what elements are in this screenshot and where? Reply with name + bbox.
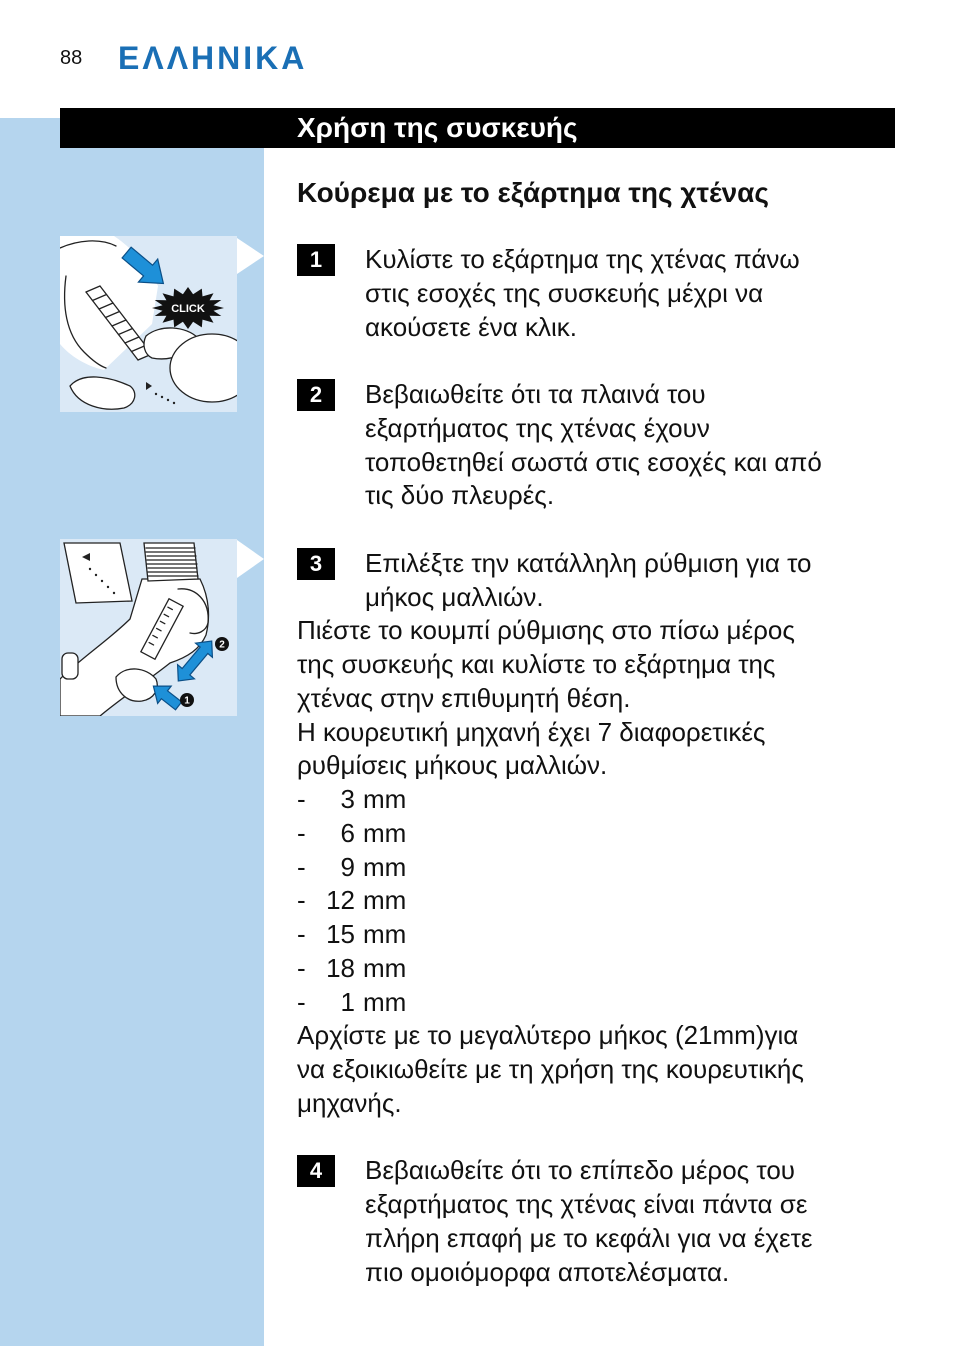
setting-unit: mm xyxy=(363,851,407,882)
step-3-tip xyxy=(297,1019,937,1120)
comb-shape xyxy=(144,543,198,581)
step-text-line: μήκος μαλλιών. xyxy=(365,581,544,612)
step-text-line: τοποθετηθεί σωστά στις εσοχές και από xyxy=(365,446,822,477)
step-text-line: Επιλέξτε την κατάλληλη ρύθμιση για το xyxy=(365,547,812,578)
setting-value: 6 xyxy=(340,817,355,848)
scale-dot xyxy=(89,568,91,570)
figure-attach-comb xyxy=(60,236,237,412)
step-3-settings-intro xyxy=(297,716,937,784)
step-text-line: πιο ομοιόμορφα αποτελέσματα. xyxy=(365,1256,730,1287)
section-bar xyxy=(60,108,895,148)
figure-pointer-shape xyxy=(237,238,264,274)
scale-panel xyxy=(64,543,132,603)
body-text-line: να εξοικιωθείτε με τη χρήση της κουρευτικής xyxy=(297,1054,804,1084)
setting-unit: mm xyxy=(363,817,407,848)
click-badge xyxy=(152,287,224,329)
setting-value: 12 xyxy=(326,885,355,916)
body-text-line: της συσκευής και κυλίστε το εξάρτημα της xyxy=(297,649,776,679)
list-item xyxy=(297,952,937,986)
step-text-line: τις δύο πλευρές. xyxy=(365,480,555,511)
step-text-line: Βεβαιωθείτε ότι το επίπεδο μέρος του xyxy=(365,1155,796,1186)
scale-dot xyxy=(155,393,157,395)
step-2 xyxy=(297,378,937,513)
list-bullet: - xyxy=(297,851,306,882)
step-text-line: ακούσετε ένα κλικ. xyxy=(365,311,577,342)
figure-pointer-shape xyxy=(237,540,264,578)
step-number: 2 xyxy=(297,379,335,411)
setting-unit: mm xyxy=(363,919,407,949)
body-text-line: χτένας στην επιθυμητή θέση. xyxy=(297,682,631,713)
body-text-line: ρυθμίσεις μήκους μαλλιών. xyxy=(297,750,608,781)
setting-value: 9 xyxy=(340,851,355,882)
length-settings-list xyxy=(297,783,937,1019)
step-number: 3 xyxy=(297,548,335,580)
step-4 xyxy=(297,1154,937,1289)
scale-dot xyxy=(173,402,175,404)
body-text-line: Η κουρευτική μηχανή έχει 7 διαφορετικές xyxy=(297,716,766,747)
marker-1 xyxy=(180,693,194,707)
comb-attachment xyxy=(144,543,198,581)
step-text-line: εξαρτήματος της χτένας είναι πάντα σε xyxy=(365,1189,808,1219)
body-text-line: μηχανής. xyxy=(297,1087,402,1118)
setting-unit: mm xyxy=(363,952,407,983)
list-bullet: - xyxy=(297,817,306,848)
figure-pointer-icon xyxy=(237,236,264,276)
list-item xyxy=(297,986,937,1020)
scale-dot xyxy=(107,586,109,588)
step-1 xyxy=(297,243,937,344)
spacer xyxy=(297,513,937,547)
scale-dot xyxy=(167,399,169,401)
page-number: 88 xyxy=(60,47,83,69)
setting-unit: mm xyxy=(363,885,407,916)
setting-value: 3 xyxy=(340,784,355,814)
scale-dot xyxy=(101,580,103,582)
list-item xyxy=(297,918,937,952)
scale-dot xyxy=(113,592,115,594)
body-text-line: Αρχίστε με το μεγαλύτερο μήκος (21mm)για xyxy=(297,1020,799,1051)
list-bullet: - xyxy=(297,885,306,916)
list-bullet: - xyxy=(297,784,306,814)
marker-label: 1 xyxy=(184,695,190,707)
list-item xyxy=(297,817,937,851)
setting-value: 15 xyxy=(326,919,355,949)
step-3-instruction xyxy=(297,614,937,715)
section-title: Χρήση της συσκευής xyxy=(297,112,578,143)
list-item xyxy=(297,884,937,918)
step-text-line: στις εσοχές της συσκευής μέχρι να xyxy=(365,277,764,308)
setting-value: 18 xyxy=(326,952,355,983)
step-number: 4 xyxy=(297,1155,335,1187)
step-3 xyxy=(297,547,937,615)
step-text-line: Κυλίστε το εξάρτημα της χτένας πάνω xyxy=(365,244,800,274)
step-number: 1 xyxy=(297,244,335,276)
subheading: Κούρεμα με το εξάρτημα της χτένας xyxy=(297,177,769,208)
adjust-length-illustration xyxy=(60,539,237,716)
click-badge-label: CLICK xyxy=(171,303,205,315)
step-text-line: Βεβαιωθείτε ότι τα πλαινά του xyxy=(365,379,706,409)
scale-panel-shape xyxy=(64,543,132,603)
setting-value: 1 xyxy=(340,986,355,1017)
marker-label: 2 xyxy=(219,639,225,651)
setting-unit: mm xyxy=(363,986,407,1017)
setting-unit: mm xyxy=(363,784,407,814)
scale-dot xyxy=(161,396,163,398)
scale-dot xyxy=(95,574,97,576)
list-bullet: - xyxy=(297,919,306,949)
body-text-line: Πιέστε το κουμπί ρύθμισης στο πίσω μέρος xyxy=(297,615,795,646)
language-title: ΕΛΛΗΝΙΚΑ xyxy=(118,40,308,76)
step-text-line: πλήρη επαφή με το κεφάλι για να έχετε xyxy=(365,1222,813,1253)
instructions xyxy=(297,243,937,1289)
list-item xyxy=(297,851,937,885)
figure-pointer-icon xyxy=(237,539,264,579)
step-text-line: εξαρτήματος της χτένας έχουν xyxy=(365,412,710,443)
list-bullet: - xyxy=(297,952,306,983)
marker-2 xyxy=(215,637,229,651)
list-bullet: - xyxy=(297,986,306,1017)
figure-adjust-length xyxy=(60,539,237,716)
list-item xyxy=(297,783,937,817)
spacer xyxy=(297,1121,937,1155)
spacer xyxy=(297,344,937,378)
attach-comb-illustration xyxy=(60,236,237,412)
release-button xyxy=(62,653,78,679)
